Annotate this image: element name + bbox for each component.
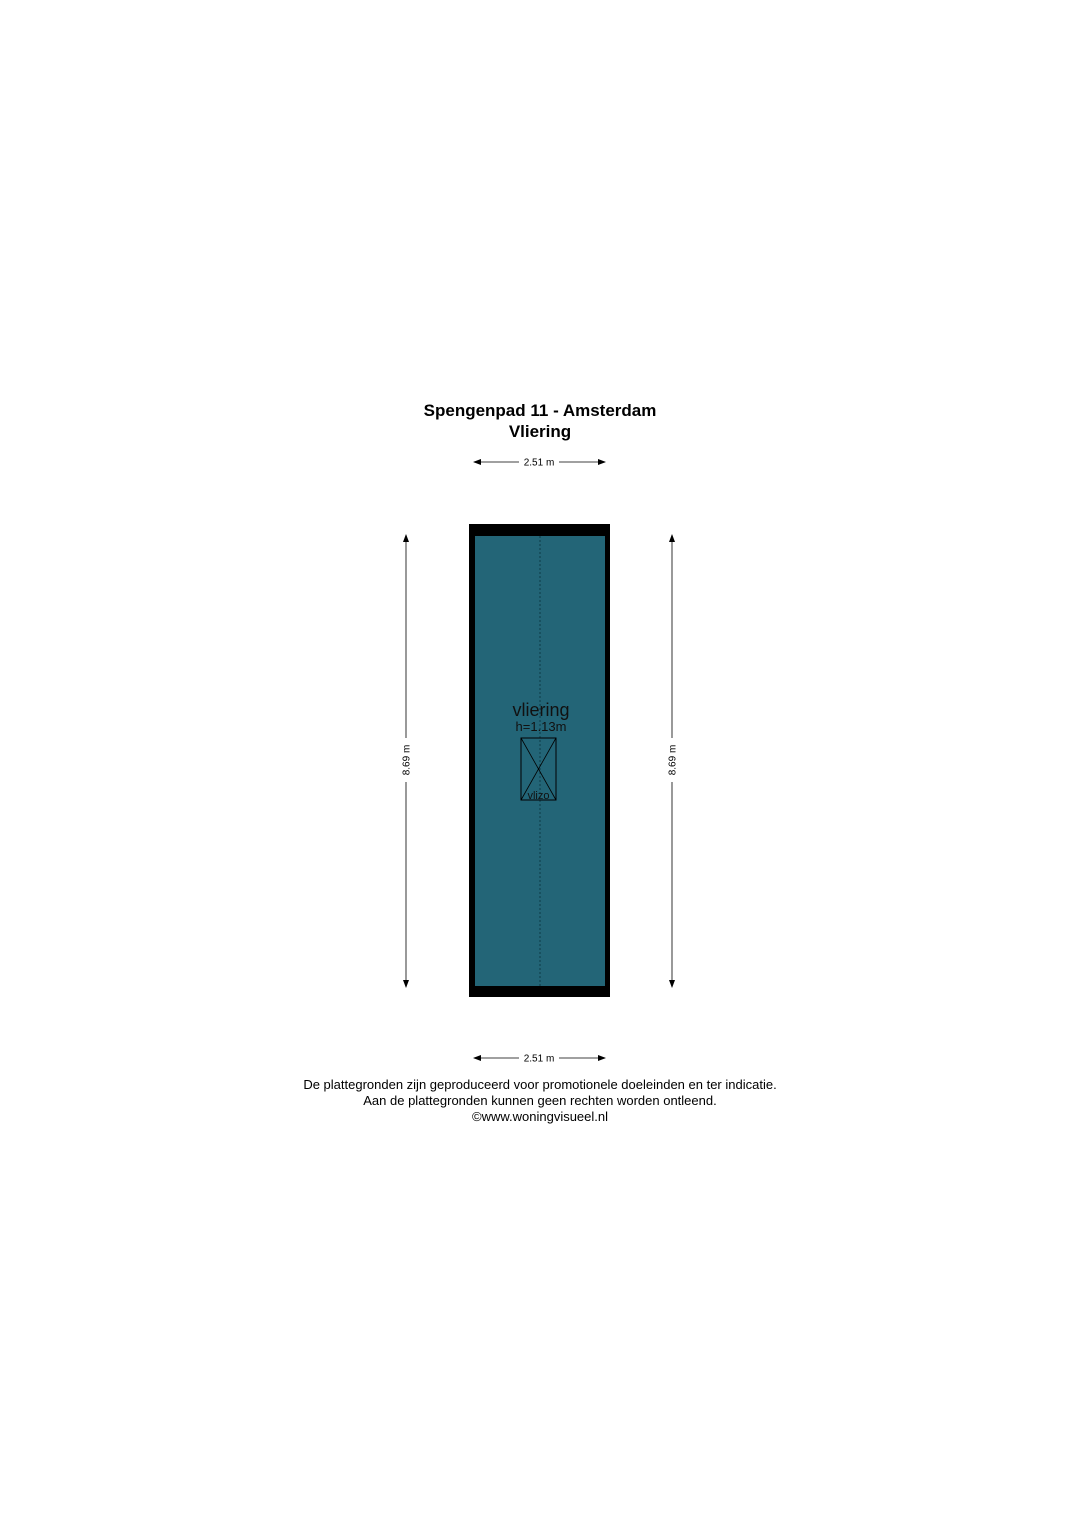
- hatch-label: vlizo: [527, 790, 550, 802]
- disclaimer-line-1: De plattegronden zijn geproduceerd voor promotionele doeleinden en ter indicatie.: [303, 1077, 777, 1092]
- top-dimension: [474, 458, 605, 469]
- left-dimension-label: 8.69 m: [401, 744, 413, 776]
- left-dimension: [402, 535, 413, 987]
- plan-title-address: Spengenpad 11 - Amsterdam: [423, 401, 657, 420]
- disclaimer-line-2: Aan de plattegronden kunnen geen rechten worden ontleend.: [363, 1093, 717, 1108]
- room-name-label: vliering: [512, 700, 570, 720]
- bottom-dimension-label: 2.51 m: [523, 1053, 555, 1065]
- right-dimension: [668, 535, 679, 987]
- copyright-line: ©www.woningvisueel.nl: [471, 1109, 609, 1124]
- plan-title-floor: Vliering: [508, 422, 572, 441]
- room-height-label: h=1.13m: [515, 719, 567, 734]
- bottom-dimension: [474, 1054, 605, 1065]
- top-dimension-label: 2.51 m: [523, 457, 555, 469]
- right-dimension-label: 8.69 m: [667, 744, 679, 776]
